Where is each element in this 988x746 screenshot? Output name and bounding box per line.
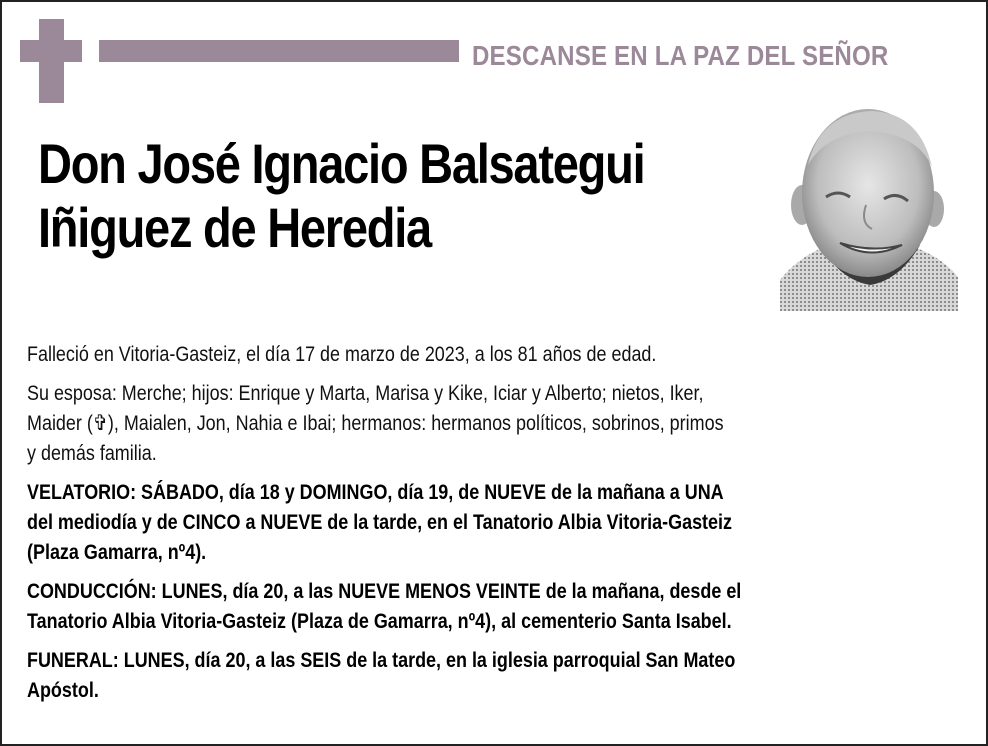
family-line-2 — [27, 408, 962, 438]
funeral-info — [27, 645, 962, 705]
velatorio-line-3: (Plaza Gamarra, nº4). — [27, 540, 207, 564]
family-line-2-start: Maider ( — [27, 411, 93, 435]
family-line-2-end: ), Maialen, Jon, Nahia e Ibai; hermanos: hermanos políticos, sobrinos, primos — [107, 411, 724, 435]
deceased-name — [38, 132, 760, 260]
family-list — [27, 378, 962, 468]
death-notice: Falleció en Vitoria-Gasteiz, el día 17 de marzo de 2023, a los 81 años de edad. — [27, 342, 657, 366]
velatorio-info — [27, 477, 962, 567]
deceased-cross-icon: ✞ — [92, 411, 108, 435]
family-line-1: Su esposa: Merche; hijos: Enrique y Marta, Marisa y Kike, Iciar y Alberto; nietos, Iker, — [27, 381, 704, 405]
family-line-3: y demás familia. — [27, 441, 157, 465]
name-line-1: Don José Ignacio Balsategui — [38, 132, 645, 195]
velatorio-line-1: VELATORIO: SÁBADO, día 18 y DOMINGO, día 19, de NUEVE de la mañana a UNA — [27, 480, 724, 504]
portrait-photo-image — [780, 105, 958, 311]
funeral-line-2: Apóstol. — [27, 678, 99, 702]
obituary-body — [27, 339, 962, 714]
latin-cross-icon-arm — [20, 40, 82, 62]
conduccion-info — [27, 576, 962, 636]
funeral-line-1: FUNERAL: LUNES, día 20, a las SEIS de la tarde, en la iglesia parroquial San Mateo — [27, 648, 736, 672]
name-line-2: Iñiguez de Heredia — [38, 196, 431, 259]
portrait-photo — [780, 105, 958, 311]
header-rule — [99, 40, 459, 62]
conduccion-line-2: Tanatorio Albia Vitoria-Gasteiz (Plaza de Gamarra, nº4), al cementerio Santa Isabel. — [27, 609, 732, 633]
conduccion-line-1: CONDUCCIÓN: LUNES, día 20, a las NUEVE MENOS VEINTE de la mañana, desde el — [27, 579, 742, 603]
velatorio-line-2: del mediodía y de CINCO a NUEVE de la tarde, en el Tanatorio Albia Vitoria-Gasteiz — [27, 510, 732, 534]
tagline: DESCANSE EN LA PAZ DEL SEÑOR — [472, 40, 889, 71]
